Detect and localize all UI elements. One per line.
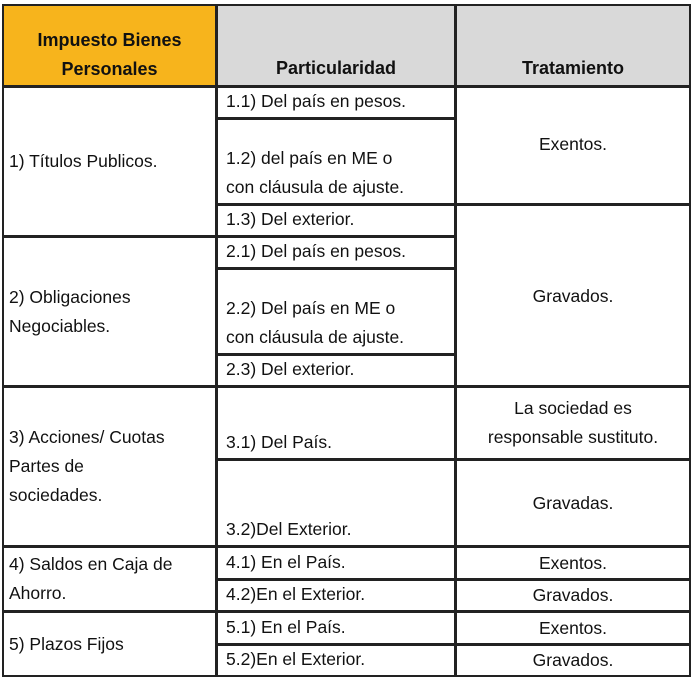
group-5-treatment-1 xyxy=(455,611,691,645)
group-3-label-line2: Partes de xyxy=(9,456,84,476)
group-5-row-1-text: 5.1) En el País. xyxy=(226,617,346,637)
group-2-row-3 xyxy=(216,354,456,387)
group-3-treatment-2-text: Gravadas. xyxy=(532,492,614,513)
header-tratamiento xyxy=(455,4,691,87)
group-3-treatment-1 xyxy=(455,386,691,460)
header-impuesto xyxy=(2,4,217,87)
group-5-treatment-1-text: Exentos. xyxy=(538,617,608,638)
group-2-row-2 xyxy=(216,268,456,355)
group-5-row-1 xyxy=(216,611,456,645)
group-4-treatment-1-text: Exentos. xyxy=(538,552,608,573)
group-3-label-line3: sociedades. xyxy=(9,485,103,505)
header-impuesto-line2: Personales xyxy=(61,59,158,79)
group-3-treatment-1-line2: responsable sustituto. xyxy=(487,427,659,447)
group-5-treatment-2-text: Gravados. xyxy=(532,650,614,670)
group-2-treatment-text: Gravados. xyxy=(532,286,614,306)
group-2-row-1 xyxy=(216,236,456,269)
group-1-label xyxy=(2,86,217,237)
group-4-treatment-2-text: Gravados. xyxy=(532,585,614,605)
group-3-row-1 xyxy=(216,386,456,460)
group-3-row-1-text: 3.1) Del País. xyxy=(226,432,333,452)
group-1-row-1-text: 1.1) Del país en pesos. xyxy=(226,91,406,111)
group-1-row-2-line1: 1.2) del país en ME o xyxy=(226,148,393,168)
group-5-label-text: 5) Plazos Fijos xyxy=(9,633,124,654)
header-tratamiento-label: Tratamiento xyxy=(521,58,625,78)
group-1-label-text: 1) Títulos Publicos. xyxy=(9,151,158,171)
group-5-row-2 xyxy=(216,644,456,677)
group-3-row-2 xyxy=(216,459,456,547)
group-3-treatment-2 xyxy=(455,459,691,547)
group-4-treatment-1 xyxy=(455,546,691,580)
group-4-treatment-2 xyxy=(455,579,691,612)
group-2-label-line2: Negociables. xyxy=(9,315,111,336)
group-1-row-3-text: 1.3) Del exterior. xyxy=(226,209,355,229)
group-1-treatment-text: Exentos. xyxy=(538,134,608,154)
group-1-treatment xyxy=(455,86,691,205)
group-3-row-2-text: 3.2)Del Exterior. xyxy=(226,519,352,539)
group-1-row-2-line2: con cláusula de ajuste. xyxy=(226,177,405,197)
group-4-row-1 xyxy=(216,546,456,580)
group-3-label-line1: 3) Acciones/ Cuotas xyxy=(9,427,165,447)
group-5-treatment-2 xyxy=(455,644,691,677)
group-5-label xyxy=(2,611,217,677)
group-4-label xyxy=(2,546,217,612)
group-2-label xyxy=(2,236,217,387)
group-2-treatment xyxy=(455,204,691,387)
group-1-row-1 xyxy=(216,86,456,119)
header-particularidad xyxy=(216,4,456,87)
header-particularidad-label: Particularidad xyxy=(275,58,397,78)
group-2-row-1-text: 2.1) Del país en pesos. xyxy=(226,241,406,261)
group-2-row-2-line1: 2.2) Del país en ME o xyxy=(226,298,396,318)
group-1-row-3 xyxy=(216,204,456,237)
header-impuesto-line1: Impuesto Bienes xyxy=(37,30,182,50)
group-3-label xyxy=(2,386,217,547)
group-2-row-2-line2: con cláusula de ajuste. xyxy=(226,327,405,347)
group-3-treatment-1-line1: La sociedad es xyxy=(514,398,632,418)
group-1-row-2 xyxy=(216,118,456,205)
group-2-label-line1: 2) Obligaciones xyxy=(9,286,131,307)
group-4-row-1-text: 4.1) En el País. xyxy=(226,552,346,572)
group-5-row-2-text: 5.2)En el Exterior. xyxy=(226,649,366,669)
group-4-row-2 xyxy=(216,579,456,612)
group-4-row-2-text: 4.2)En el Exterior. xyxy=(226,584,366,604)
group-4-label-line1: 4) Saldos en Caja de xyxy=(9,554,173,574)
group-4-label-line2: Ahorro. xyxy=(9,583,67,603)
group-2-row-3-text: 2.3) Del exterior. xyxy=(226,359,355,379)
